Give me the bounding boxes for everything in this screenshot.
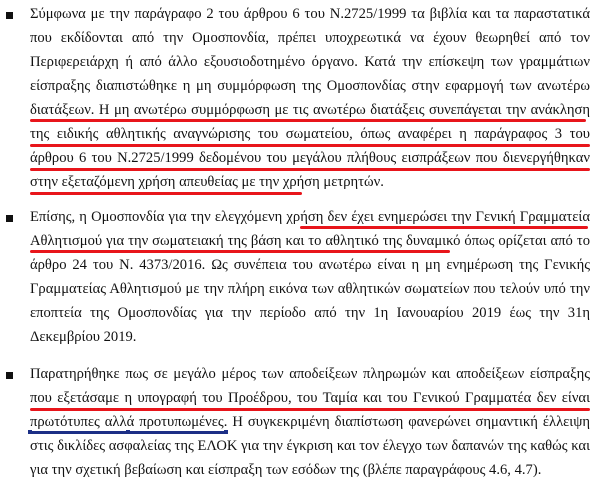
selection-handle[interactable] (126, 430, 130, 434)
p3-line-1: Παρατηρήθηκε πως σε μεγάλο μέρος των αποδείξεων πληρωμών και αποδείξεων είσπραξης (30, 366, 590, 382)
p1-line-7: άρθρου 6 του Ν.2725/1999 δεδομένου του μεγάλου πλήθους εισπράξεων που διενεργήθηκαν (30, 150, 590, 166)
selection-handle[interactable] (224, 430, 228, 434)
red-underline (30, 408, 590, 411)
red-underline (30, 144, 590, 147)
red-underline (300, 226, 588, 229)
selection-handle[interactable] (28, 430, 32, 434)
red-underline (30, 119, 586, 122)
bullet (6, 372, 13, 379)
p2-line-1: Επίσης, η Ομοσπονδία για την ελεγχόμενη χρήση δεν έχει ενημερώσει την Γενική Γραμματεία (30, 209, 590, 225)
p3-line-4: στις δικλίδες ασφαλείας της ΕΛΟΚ για την έγκριση και τον έλεγχο των δαπανών της καθώς και (30, 438, 590, 454)
p1-line-1: Σύμφωνα με την παράγραφο 2 του άρθρου 6 του Ν.2725/1999 τα βιβλία και τα παραστατικά (30, 6, 590, 22)
p3-line-3: πρωτότυπες αλλά προτυπωμένες. Η συγκεκριμένη διαπίστωση φανερώνει σημαντική έλλειψη (30, 414, 590, 430)
p2-line-5: εποπτεία της Ομοσπονδίας για την περίοδο από την 1η Ιανουαρίου 2019 έως την 31η (30, 305, 590, 321)
p1-line-5: διατάξεων. Η μη ανωτέρω συμμόρφωση με τις ανωτέρω διατάξεις συνεπάγεται την ανάκληση (30, 102, 590, 118)
p1-line-4: είσπραξης διαπιστώθηκε η μη συμμόρφωση της Ομοσπονδίας στην εφαρμογή των ανωτέρω (30, 78, 590, 94)
bullet (6, 12, 13, 19)
p1-line-3: Περιφερειάρχη ή από άλλο εξουσιοδοτημένο όργανο. Κατά την επίσκεψη των γραμμάτιων (30, 54, 590, 70)
p1-line-8: στην εξεταζόμενη χρήση απευθείας με την χρήση μετρητών. (30, 174, 384, 190)
red-underline (30, 192, 302, 195)
p3-line-5: για την σχετική βεβαίωση και είσπραξη των εσόδων της (βλέπε παραγράφους 4.6, 4.7). (30, 462, 542, 478)
red-underline (30, 168, 590, 171)
p2-line-2: Αθλητισμού για την σωματειακή της βάση και το αθλητικό της δυναμικό όπως ορίζεται από το (30, 233, 590, 249)
red-underline (30, 250, 450, 253)
p2-line-6: Δεκεμβρίου 2019. (30, 329, 137, 345)
bullet (6, 215, 13, 222)
p3-line-2: που εξετάσαμε η υπογραφή του Προέδρου, του Ταμία και του Γενικού Γραμματέα δεν είναι (30, 390, 590, 406)
p2-line-3: άρθρο 24 του Ν. 4373/2016. Ως συνέπεια του ανωτέρω είναι η μη ενημέρωση της Γενικής (30, 257, 590, 273)
p2-line-4: Γραμματείας Αθλητισμού με την πλήρη εικόνα των αθλητικών σωματείων που τελούν υπό την (30, 281, 590, 297)
p1-line-6: της ειδικής αθλητικής αναγνώρισης του σωματείου, όπως αναφέρει η παράγραφος 3 του (30, 126, 590, 142)
p1-line-2: που εκδίδονται από την Ομοσπονδία, πρέπει υποχρεωτικά να έχουν θεωρηθεί από τον (30, 30, 590, 46)
